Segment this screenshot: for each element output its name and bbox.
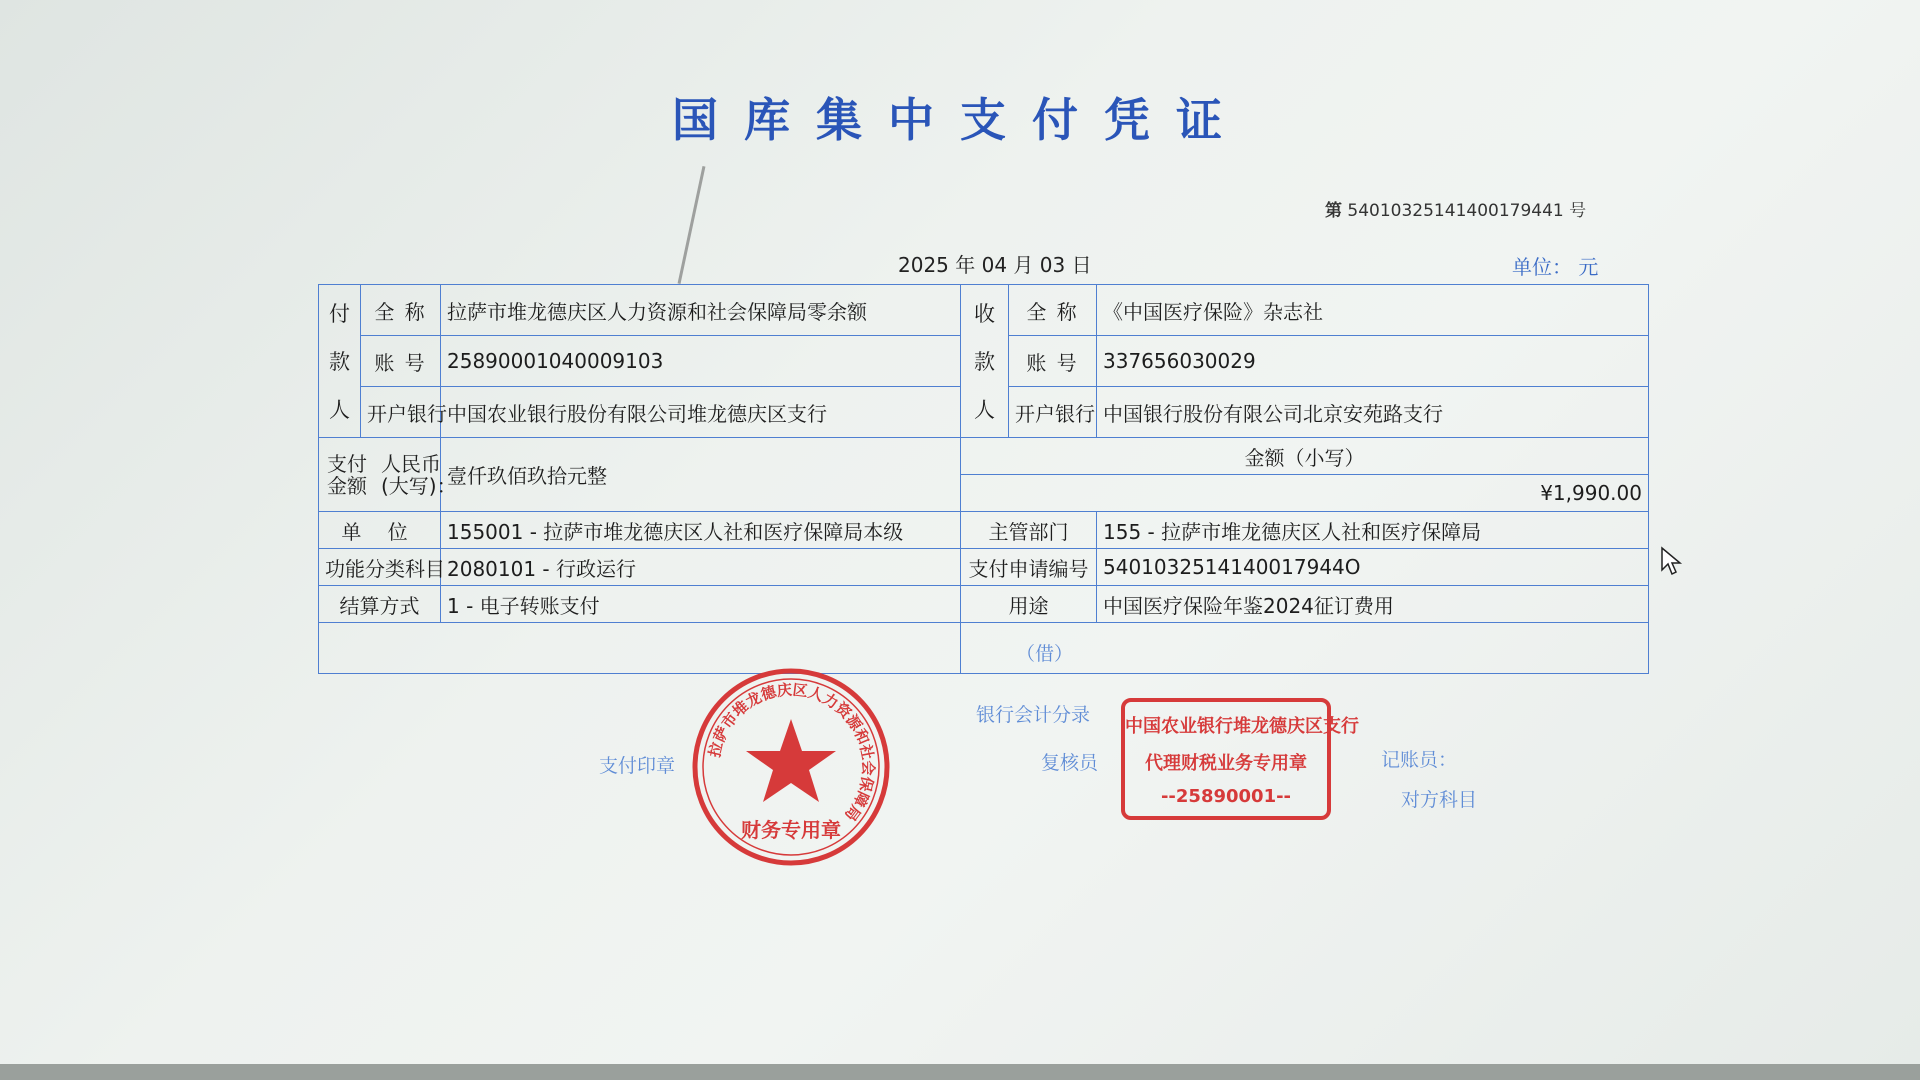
amount-label-cell bbox=[319, 438, 457, 512]
unit-label: 单 位 bbox=[319, 512, 441, 549]
apply-label: 支付申请编号 bbox=[961, 549, 1097, 586]
currency-label-1: 人民币 bbox=[381, 451, 441, 476]
voucher-table bbox=[318, 284, 1649, 842]
round-seal-ring-text: 拉萨市堆龙德庆区人力资源和社会保障局 bbox=[705, 680, 878, 825]
payer-bank: 中国农业银行股份有限公司堆龙德庆区支行 bbox=[441, 387, 961, 438]
payee-account: 337656030029 bbox=[1097, 336, 1649, 387]
voucher-date: 2025 年 04 月 03 日 bbox=[898, 253, 1092, 277]
payer-group-char-3: 人 bbox=[329, 398, 350, 422]
bank-agent-seal bbox=[1121, 698, 1359, 820]
settle-label: 结算方式 bbox=[319, 586, 441, 623]
unit-value: 155001 - 拉萨市堆龙德庆区人社和医疗保障局本级 bbox=[441, 512, 961, 549]
payee-bank-label: 开户银行 bbox=[1009, 387, 1097, 438]
bank-entry-label: 银行会计分录 bbox=[976, 704, 1091, 726]
payee-bank: 中国银行股份有限公司北京安苑路支行 bbox=[1097, 387, 1649, 438]
mouse-cursor-icon bbox=[1660, 546, 1682, 576]
payee-group-char-3: 人 bbox=[974, 398, 995, 422]
rect-seal-line-3: --25890001-- bbox=[1160, 785, 1292, 807]
payer-bank-label: 开户银行 bbox=[361, 387, 441, 438]
payee-name: 《中国医疗保险》杂志社 bbox=[1097, 285, 1649, 336]
apply-value: 5401032514140017944O bbox=[1097, 549, 1649, 586]
payer-account: 25890001040009103 bbox=[441, 336, 961, 387]
document-number bbox=[1325, 196, 1586, 221]
use-value: 中国医疗保险年鉴2024征订费用 bbox=[1097, 586, 1649, 623]
func-value: 2080101 - 行政运行 bbox=[441, 549, 961, 586]
round-seal bbox=[691, 667, 891, 867]
payee-group-label bbox=[961, 285, 1009, 438]
payer-group-label bbox=[319, 285, 361, 438]
round-seal-bottom-text: 财务专用章 bbox=[741, 818, 841, 842]
page-title: 国库集中支付凭证 bbox=[672, 93, 1248, 147]
payer-group-char-2: 款 bbox=[329, 350, 350, 374]
payee-account-label: 账 号 bbox=[1009, 336, 1097, 387]
amount-label-1: 支付 bbox=[327, 451, 367, 476]
amount-lower-label: 金额（小写） bbox=[961, 438, 1649, 475]
dept-value: 155 - 拉萨市堆龙德庆区人社和医疗保障局 bbox=[1097, 512, 1649, 549]
amount-upper: 壹仟玖佰玖拾元整 bbox=[441, 438, 961, 512]
pen-mark bbox=[678, 166, 706, 284]
payer-account-label: 账 号 bbox=[361, 336, 441, 387]
payee-name-label: 全 称 bbox=[1009, 285, 1097, 336]
rect-seal-line-2: 代理财税业务专用章 bbox=[1145, 752, 1307, 774]
doc-no-prefix: 第 bbox=[1325, 201, 1342, 221]
amount-label-2: 金额 bbox=[327, 473, 367, 498]
seal-caption: 支付印章 bbox=[599, 755, 676, 777]
doc-no-suffix: 号 bbox=[1569, 201, 1587, 221]
amount-lower: ¥1,990.00 bbox=[961, 475, 1649, 512]
payer-seal-area bbox=[319, 623, 961, 842]
use-label: 用途 bbox=[961, 586, 1097, 623]
reviewer-label: 复核员 bbox=[1041, 752, 1099, 774]
dept-label: 主管部门 bbox=[961, 512, 1097, 549]
bookkeeper-label: 记账员： bbox=[1381, 749, 1458, 771]
payer-name: 拉萨市堆龙德庆区人力资源和社会保障局零余额 bbox=[441, 285, 961, 336]
screen-bottom-edge bbox=[0, 1064, 1920, 1080]
rect-seal-line-1: 中国农业银行堆龙德庆区支行 bbox=[1125, 715, 1359, 737]
payee-group-char-2: 款 bbox=[974, 350, 995, 374]
currency-label-2: (大写)： bbox=[381, 473, 457, 498]
counter-account-label: 对方科目 bbox=[1401, 789, 1478, 811]
doc-no-value: 54010325141400179441 bbox=[1347, 201, 1564, 221]
payer-group-char-1: 付 bbox=[329, 302, 350, 326]
currency-unit: 单位： 元 bbox=[1512, 255, 1599, 279]
payer-name-label: 全 称 bbox=[361, 285, 441, 336]
debit-label: （借） bbox=[1016, 643, 1074, 665]
func-label: 功能分类科目 bbox=[319, 549, 441, 586]
settle-value: 1 - 电子转账支付 bbox=[441, 586, 961, 623]
payee-group-char-1: 收 bbox=[974, 302, 995, 326]
bank-entry-area bbox=[961, 623, 1649, 811]
